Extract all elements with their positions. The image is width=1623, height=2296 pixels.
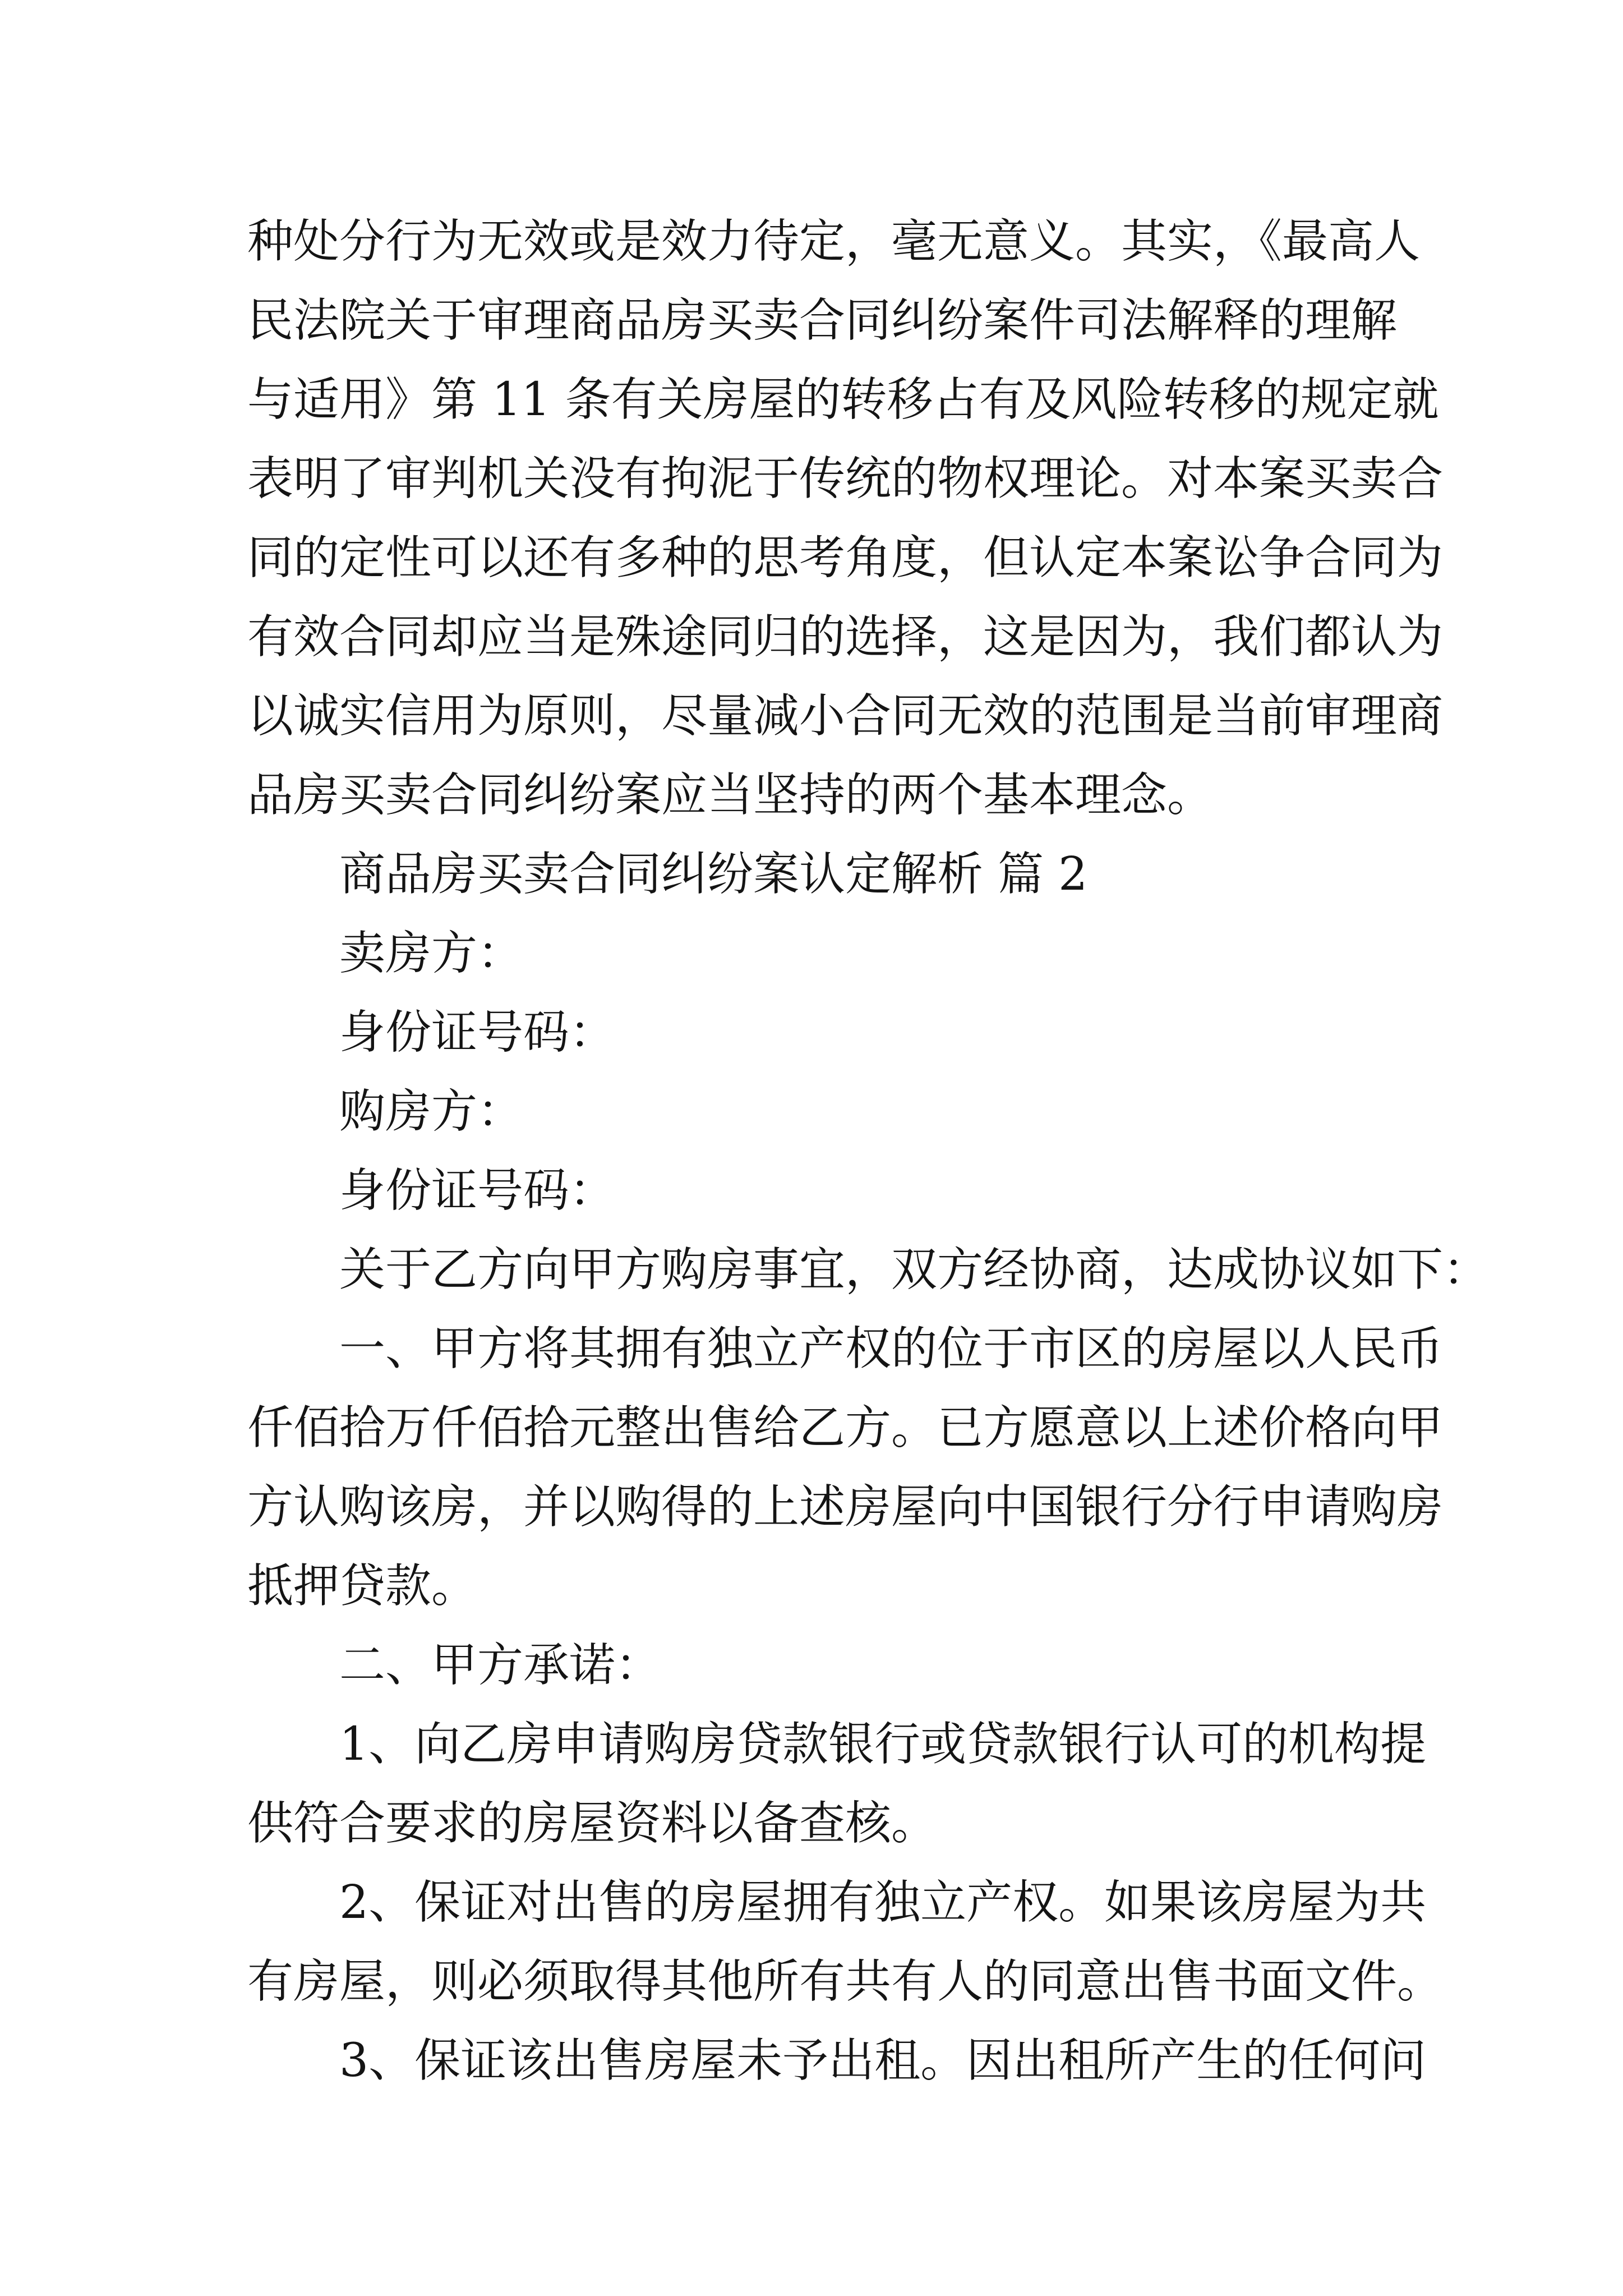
clause-2-heading: 二、甲方承诺：: [339, 1639, 662, 1692]
text-line: 关于乙方向甲方购房事宜，双方经协商，达成协议如下：: [339, 1243, 1490, 1296]
text-line: 仟佰拾万仟佰拾元整出售给乙方。已方愿意以上述价格向甲: [247, 1401, 1444, 1455]
text-line: 同的定性可以还有多种的思考角度，但认定本案讼争合同为: [247, 531, 1444, 585]
text-line: 与适用》第 11 条有关房屋的转移占有及风险转移的规定就: [247, 373, 1439, 426]
seller-label: 卖房方：: [339, 927, 524, 980]
list-item-1: 1、向乙房申请购房贷款银行或贷款银行认可的机构提: [339, 1718, 1427, 1771]
clause-1: 一、甲方将其拥有独立产权的位于市区的房屋以人民币: [339, 1322, 1444, 1375]
seller-id-label: 身份证号码：: [339, 1006, 616, 1059]
text-line: 方认购该房，并以购得的上述房屋向中国银行分行申请购房: [247, 1480, 1444, 1534]
buyer-id-label: 身份证号码：: [339, 1164, 616, 1217]
text-line: 以诚实信用为原则，尽量减小合同无效的范围是当前审理商: [247, 689, 1444, 743]
text-line: 有效合同却应当是殊途同归的选择，这是因为，我们都认为: [247, 610, 1444, 664]
text-line: 供符合要求的房屋资料以备查核。: [247, 1797, 938, 1850]
text-line: 种处分行为无效或是效力待定，毫无意义。其实，《最高人: [247, 215, 1421, 268]
section-heading: 商品房买卖合同纠纷案认定解析 篇 2: [339, 848, 1088, 901]
list-item-2: 2、保证对出售的房屋拥有独立产权。如果该房屋为共: [339, 1876, 1427, 1929]
text-line: 表明了审判机关没有拘泥于传统的物权理论。对本案买卖合: [247, 452, 1444, 505]
text-line: 品房买卖合同纠纷案应当坚持的两个基本理念。: [247, 769, 1214, 822]
text-line: 抵押贷款。: [247, 1559, 478, 1613]
list-item-3: 3、保证该出售房屋未予出租。因出租所产生的任何问: [339, 2034, 1427, 2087]
text-line: 有房屋，则必须取得其他所有共有人的同意出售书面文件。: [247, 1955, 1444, 2008]
document-body: [247, 202, 1490, 2100]
text-line: 民法院关于审理商品房买卖合同纠纷案件司法解释的理解: [247, 294, 1398, 347]
buyer-label: 购房方：: [339, 1085, 524, 1138]
